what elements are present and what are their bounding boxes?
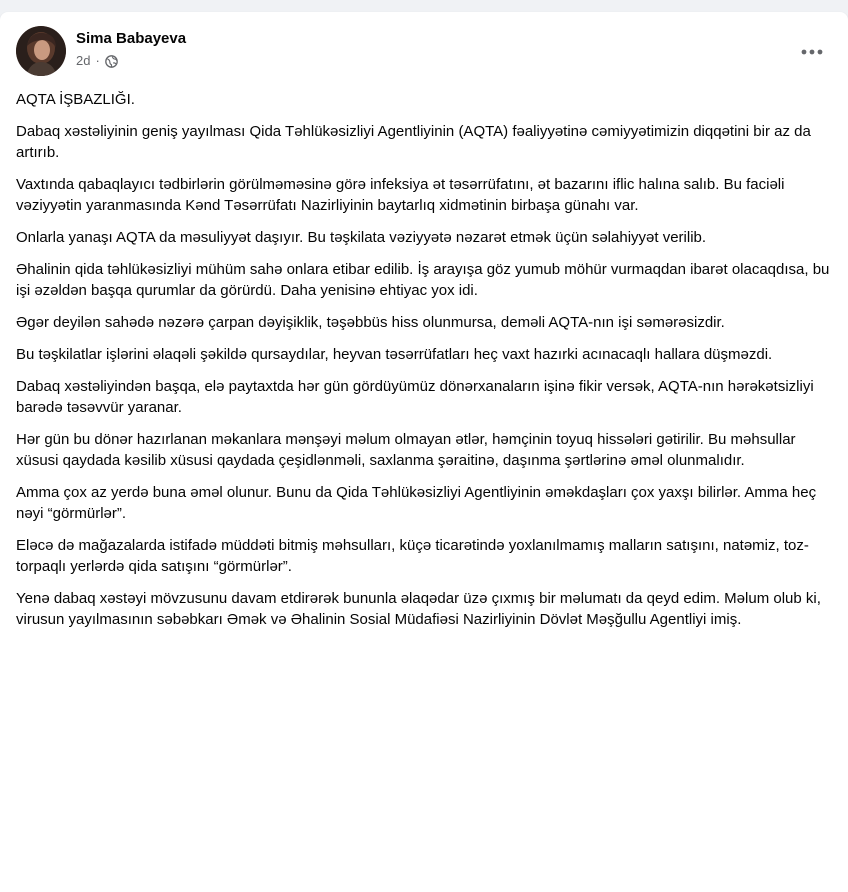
post-card [0, 12, 848, 892]
post-meta [76, 52, 186, 70]
post-paragraph: AQTA İŞBAZLIĞI. [16, 91, 135, 108]
avatar-photo [16, 26, 66, 76]
post-paragraph: Bu təşkilatlar işlərini əlaqəli şəkildə qursaydılar, heyvan təsərrüfatları heç vaxt hazırki acınacaqlı hallara düşməzdi. [16, 346, 773, 363]
author-block [76, 29, 186, 70]
post-header [16, 26, 832, 78]
post-paragraph: Əhalinin qida təhlükəsizliyi mühüm sahə onlara etibar edilib. İş arayışa göz yumub möhür vurmaqdan ibarət olacaqdısa, bu işi əzəldən başqa qurumlar da görürdü. Daha yenisinə ehtiyac yox idi. [16, 261, 830, 299]
post-paragraph: Yenə dabaq xəstəyi mövzusunu davam etdirərək bununla əlaqədar üzə çıxmış bir məlumatı da qeyd edim. Məlum olub ki, virusun yayılmasının səbəbkarı Əmək və Əhalinin Sosial Müdafiəsi Nazirliyinin Dövlət Məşğullu Agentliyi imiş. [16, 590, 821, 628]
post-paragraph: Onlarla yanaşı AQTA da məsuliyyət daşıyır. Bu təşkilata vəziyyətə nəzarət etmək üçün səlahiyyət verilib. [16, 229, 707, 246]
avatar[interactable] [16, 26, 66, 76]
post-text [16, 89, 834, 641]
meta-separator: · [95, 53, 100, 68]
post-paragraph: Əgər deyilən sahədə nəzərə çarpan dəyişiklik, təşəbbüs hiss olunmursa, deməli AQTA-nın işi səmərəsizdir. [16, 314, 725, 331]
post-paragraph: Hər gün bu dönər hazırlanan məkanlara mənşəyi məlum olmayan ətlər, həmçinin toyuq hissələri gətirilir. Bu məhsullar xüsusi qaydada kəsilib xüsusi qaydada çeşidlənməli, saxlanma şəraitinə, daşınma şərtlərinə əməl olunmalıdır. [16, 431, 796, 469]
more-options-button[interactable] [794, 34, 830, 70]
post-paragraph: Dabaq xəstəliyinin geniş yayılması Qida Təhlükəsizliyi Agentliyinin (AQTA) fəaliyyətinə cəmiyyətimizin diqqətini bir az da artırıb. [16, 123, 811, 161]
post-paragraph: Vaxtında qabaqlayıcı tədbirlərin görülməməsinə görə infeksiya ət təsərrüfatını, ət bazarını iflic halına salıb. Bu faciəli vəziyyətin yaranmasında Kənd Təsərrüfatı Nazirliyinin baytarlıq xidmətinin birbaşa günahı var. [16, 176, 785, 214]
post-paragraph: Amma çox az yerdə buna əməl olunur. Bunu da Qida Təhlükəsizliyi Agentliyinin əməkdaşları çox yaxşı bilirlər. Amma heç nəyi “görmürlər”. [16, 484, 817, 522]
post-paragraph: Eləcə də mağazalarda istifadə müddəti bitmiş məhsulları, küçə ticarətində yoxlanılmamış malların satışını, natəmiz, toz-torpaqlı yerlərdə qida satışını “görmürlər”. [16, 537, 809, 575]
globe-icon[interactable] [105, 55, 118, 68]
more-horizontal-icon [801, 49, 823, 55]
post-timestamp[interactable]: 2d [76, 53, 91, 68]
post-paragraph: Dabaq xəstəliyindən başqa, elə paytaxtda hər gün gördüyümüz dönərxanaların işinə fikir versək, AQTA-nın hərəkətsizliyi barədə təsəvvür yaranar. [16, 378, 814, 416]
author-name[interactable]: Sima Babayeva [76, 30, 187, 47]
